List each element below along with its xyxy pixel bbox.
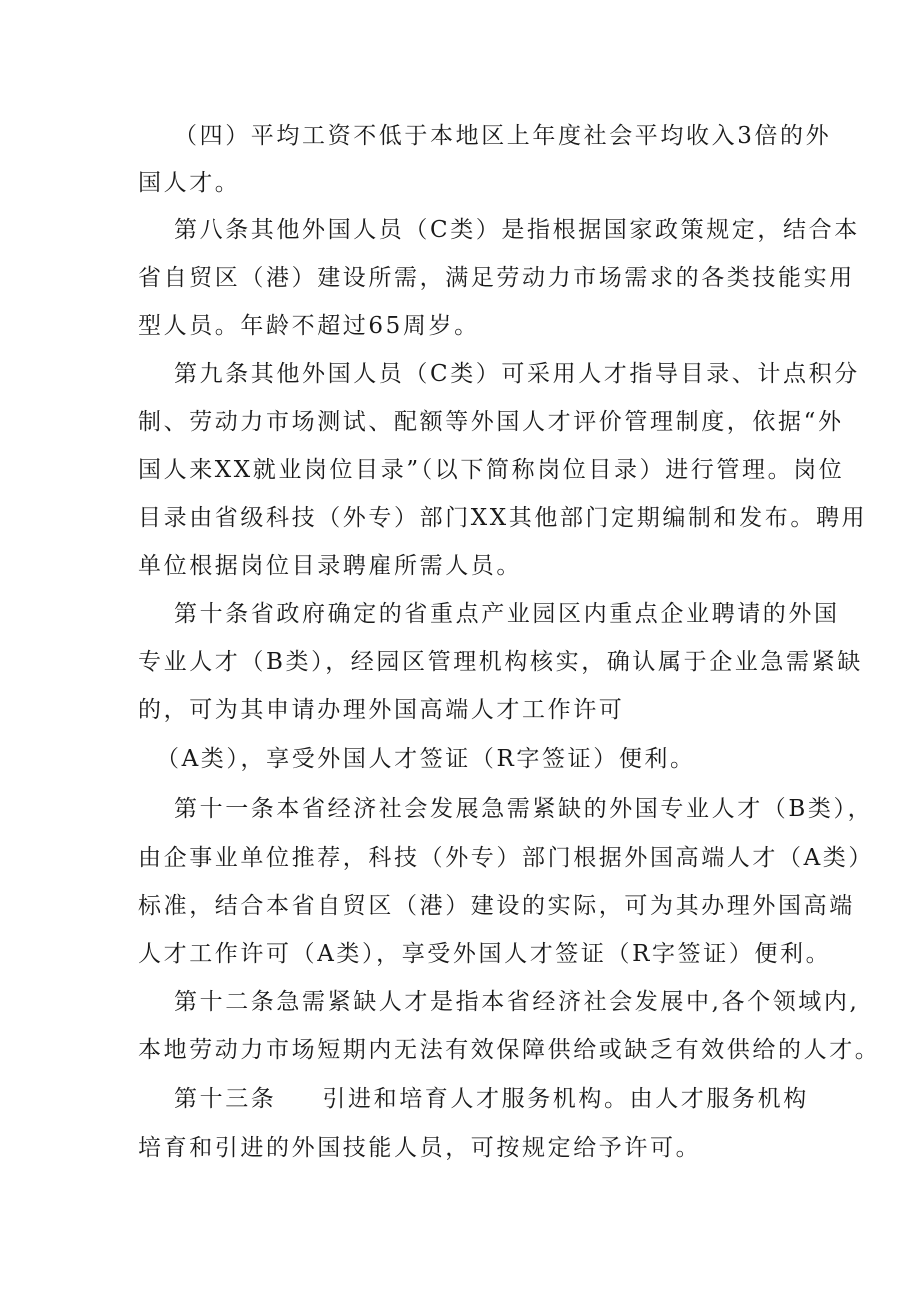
text-line: 国人才。 — [138, 170, 241, 196]
text-line: 的，可为其申请办理外国高端人才工作许可 — [138, 697, 625, 723]
text-line: 标准，结合本省自贸区（港）建设的实际，可为其办理外国高端 — [138, 893, 855, 919]
text-line: 国人来XX就业岗位目录”（以下简称岗位目录）进行管理。岗位 — [138, 457, 845, 483]
text-line: 第八条其他外国人员（C类）是指根据国家政策规定，结合本 — [174, 217, 860, 243]
article-text: 引进和培育人才服务机构。由人才服务机构 — [322, 1086, 809, 1112]
text-line: （四）平均工资不低于本地区上年度社会平均收入3倍的外 — [174, 123, 832, 149]
text-line: 人才工作许可（A类），享受外国人才签证（R字签证）便利。 — [138, 941, 832, 967]
text-line: 制、劳动力市场测试、配额等外国人才评价管理制度，依据“外 — [138, 409, 844, 435]
text-line: 专业人才（B类），经园区管理机构核实，确认属于企业急需紧缺 — [138, 649, 863, 675]
text-line: 由企事业单位推荐，科技（外专）部门根据外国高端人才（A类） — [138, 845, 875, 871]
text-line: 省自贸区（港）建设所需，满足劳动力市场需求的各类技能实用 — [138, 265, 855, 291]
text-line: 本地劳动力市场短期内无法有效保障供给或缺乏有效供给的人才。 — [138, 1037, 881, 1063]
text-line: 培育和引进的外国技能人员，可按规定给予许可。 — [138, 1135, 702, 1161]
text-line: （A类），享受外国人才签证（R字签证）便利。 — [156, 746, 696, 772]
article-number: 第十三条 — [174, 1086, 277, 1112]
text-line: 目录由省级科技（外专）部门XX其他部门定期编制和发布。聘用 — [138, 505, 868, 531]
text-line: 第九条其他外国人员（C类）可采用人才指导目录、计点积分 — [174, 361, 860, 387]
text-line: 第十条省政府确定的省重点产业园区内重点企业聘请的外国 — [174, 601, 840, 627]
text-line: 型人员。年龄不超过65周岁。 — [138, 313, 480, 339]
text-line: 单位根据岗位目录聘雇所需人员。 — [138, 553, 522, 579]
text-line: 第十一条本省经济社会发展急需紧缺的外国专业人才（B类）， — [174, 796, 874, 822]
text-line — [174, 1084, 809, 1114]
text-line: 第十二条急需紧缺人才是指本省经济社会发展中,各个领域内, — [174, 989, 860, 1015]
